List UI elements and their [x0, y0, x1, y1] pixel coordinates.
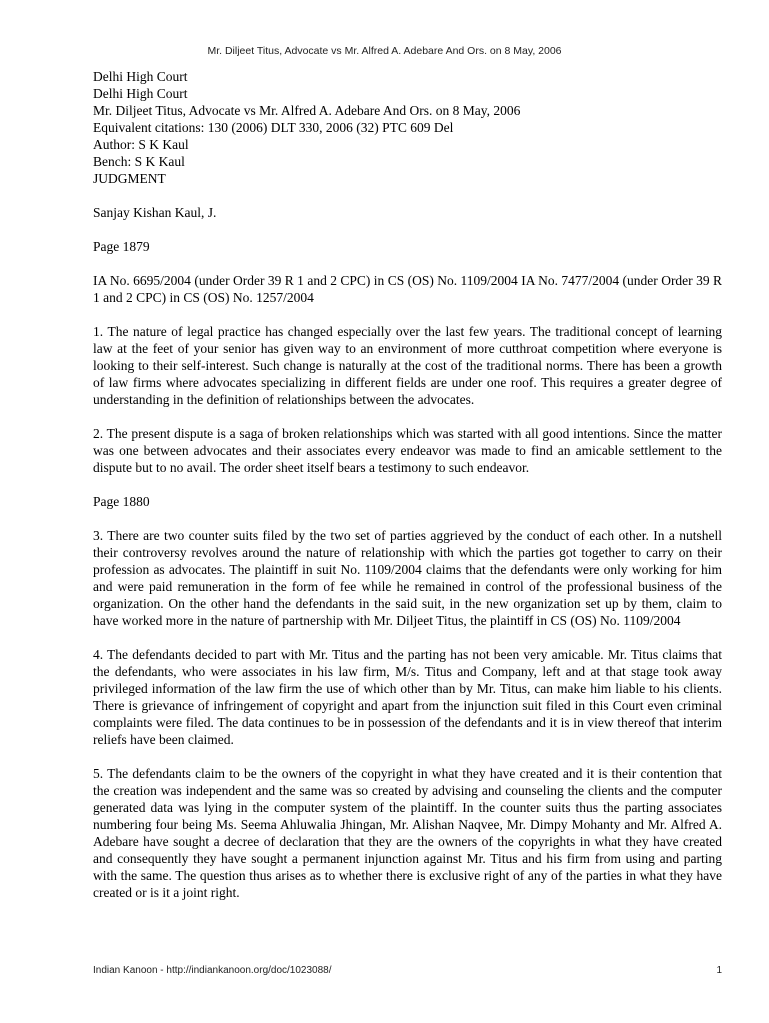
equivalent-citations: Equivalent citations: 130 (2006) DLT 330, 2006 (32) PTC 609 Del — [93, 120, 454, 135]
document-body — [93, 68, 722, 901]
court-name-repeat: Delhi High Court — [93, 86, 188, 101]
judgment-heading: JUDGMENT — [93, 171, 166, 186]
judge-name: Sanjay Kishan Kaul, J. — [93, 205, 217, 220]
author-line: Author: S K Kaul — [93, 137, 189, 152]
footer-page-number: 1 — [716, 965, 722, 976]
paragraph-5: 5. The defendants claim to be the owners of the copyright in what they have created and it is their contention that the creation was independent and the same was so created by advising and counseling the clients and the computer generated data was lying in the computer system of the plaintiff. In the counter suits thus the parting associates numbering four being Ms. Seema Ahluwalia Jhingan, Mr. Alishan Naqvee, Mr. Dimpy Mohanty and Mr. Alfred A. Adebare have sought a decree of declaration that they are the owners of the copyrights in what they have created and consequently they have sought a permanent injunction against Mr. Titus and his firm from using and parting with the same. The question thus arises as to whether there is exclusive right of any of the parties in what they have created or is it a joint right. — [93, 766, 722, 900]
page-marker: Page 1880 — [93, 494, 150, 509]
case-title: Mr. Diljeet Titus, Advocate vs Mr. Alfred A. Adebare And Ors. on 8 May, 2006 — [93, 103, 521, 118]
footer-source: Indian Kanoon - http://indiankanoon.org/doc/1023088/ — [93, 965, 332, 976]
paragraph-3: 3. There are two counter suits filed by the two set of parties aggrieved by the conduct of each other. In a nutshell their controversy revolves around the nature of relationship with which the parties got together to carry on their profession as advocates. The plaintiff in suit No. 1109/2004 claims that the defendants were only working for him and were paid remuneration in the form of fee while he remained in control of the professional business of the organization. On the other hand the defendants in the said suit, in the new organization set up by them, claim to have worked more in the nature of partnership with Mr. Diljeet Titus, the plaintiff in CS (OS) No. 1109/2004 — [93, 528, 722, 628]
paragraph-4: 4. The defendants decided to part with Mr. Titus and the parting has not been very amicable. Mr. Titus claims that the defendants, who were associates in his law firm, M/s. Titus and Company, left and at that stage took away privileged information of the law firm the use of which other than by Mr. Titus, can make him liable to his clients. There is grievance of infringement of copyright and apart from the injunction suit filed in this Court even criminal complaints were filed. The data continues to be in possession of the defendants and it is in view thereof that interim reliefs have been claimed. — [93, 647, 722, 747]
page-marker: Page 1879 — [93, 239, 150, 254]
bench-line: Bench: S K Kaul — [93, 154, 185, 169]
ia-reference: IA No. 6695/2004 (under Order 39 R 1 and 2 CPC) in CS (OS) No. 1109/2004 IA No. 7477/2004 (under Order 39 R 1 and 2 CPC) in CS (OS) No. 1257/2004 — [93, 273, 722, 305]
paragraph-2: 2. The present dispute is a saga of broken relationships which was started with all good intentions. Since the matter was one between advocates and their associates every endeavor was made to find an amicable settlement to the dispute but to no avail. The order sheet itself bears a testimony to such endeavor. — [93, 426, 722, 475]
running-header: Mr. Diljeet Titus, Advocate vs Mr. Alfred A. Adebare And Ors. on 8 May, 2006 — [207, 45, 562, 57]
paragraph-1: 1. The nature of legal practice has changed especially over the last few years. The traditional concept of learning law at the feet of your senior has given way to an environment of more cutthroat competition where everyone is looking to their self-interest. Such change is naturally at the cost of the traditional norms. There has been a growth of law firms where advocates specializing in different fields are under one roof. This requires a greater degree of understanding in the definition of relationships between the advocates. — [93, 324, 722, 407]
court-name: Delhi High Court — [93, 69, 188, 84]
